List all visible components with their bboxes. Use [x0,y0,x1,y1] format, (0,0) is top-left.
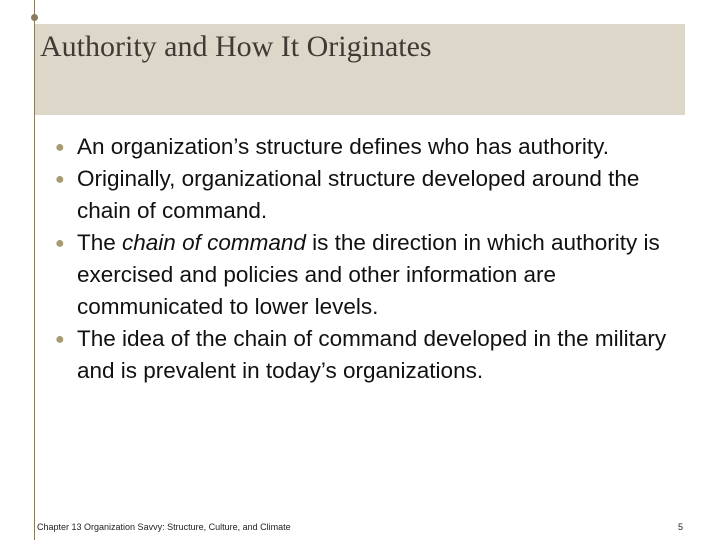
bullet-text: An organization’s structure defines who has authority. [77,134,609,159]
bullet-list [55,131,685,387]
bullet-item [55,131,685,163]
bullet-dot-icon: ● [55,171,65,188]
bullet-item [55,163,685,227]
slide-title: Authority and How It Originates [40,30,432,63]
bullet-text: The [77,230,123,255]
page-number: 5 [678,522,684,532]
bullet-dot-icon: ● [55,331,65,348]
bullet-italic-term: chain of command [122,230,306,255]
accent-dot [31,14,38,21]
bullet-dot-icon: ● [55,235,65,252]
bullet-dot-icon: ● [55,139,65,156]
bullet-text: The idea of the chain of command developed in the military and is prevalent in today’s organizations. [77,326,667,383]
bullet-item [55,323,685,387]
bullet-text-continued: is the direction in which authority is exercised and policies and other information are communicated to lower levels. [77,230,660,319]
bullet-text: Originally, organizational structure developed around the chain of command. [77,166,640,223]
footer-text: Chapter 13 Organization Savvy: Structure, Culture, and Climate [37,522,291,532]
bullet-item [55,227,685,323]
